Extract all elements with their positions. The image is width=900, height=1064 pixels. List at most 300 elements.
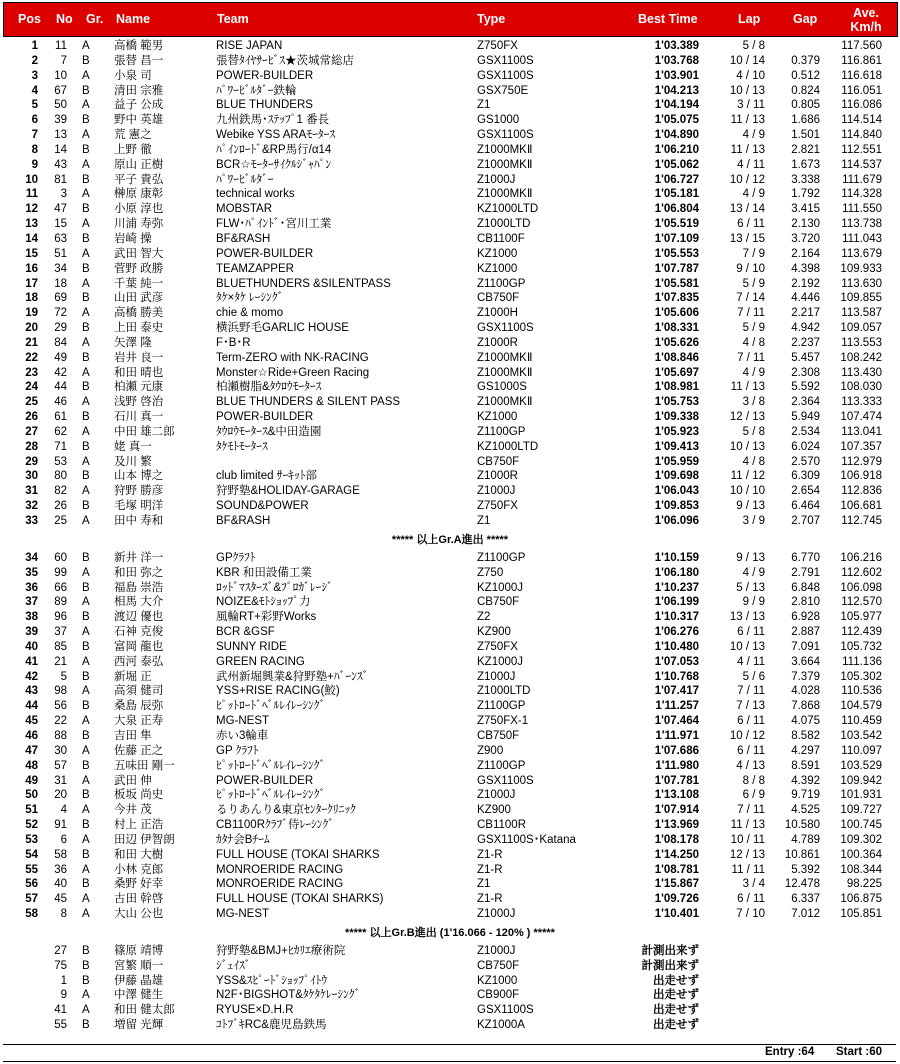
cell-pos: 3 [31,69,38,82]
cell-type: CB750F [477,292,520,305]
cell-name: 佐藤 正之 [114,744,164,757]
cell-ave: 109.855 [840,292,882,305]
cell-lap: 12 / 13 [729,848,765,861]
cell-best: 1'08.846 [654,351,699,364]
cell-name: 板坂 尚史 [114,789,164,802]
cell-name: 山田 武彦 [114,292,164,305]
table-row [0,892,900,907]
cell-type: KZ1000 [477,262,518,275]
cell-gap: 6.770 [791,551,820,564]
cell-no: 81 [54,173,67,186]
cell-ave: 114.537 [841,158,882,171]
cell-gap: 2.821 [791,143,820,156]
cell-pos: 33 [25,515,38,527]
cell-pos: 58 [25,908,38,921]
cell-no: 42 [54,366,67,379]
table-row [0,803,900,818]
cell-lap: 11 / 11 [731,863,765,876]
cell-lap: 7 / 13 [736,700,765,713]
cell-gr: B [82,203,90,216]
table-row [0,440,900,455]
cell-lap: 6 / 11 [737,715,765,728]
cell-gap: 5.457 [791,351,820,364]
cell-ave: 112.979 [841,455,882,468]
cell-team: POWER-BUILDER [216,247,314,260]
cell-name: 柏瀬 元康 [114,381,164,394]
cell-gr: B [82,819,90,832]
table-row [0,959,900,974]
group-separator: ***** 以上Gr.A進出 ***** [391,533,509,546]
cell-team: POWER-BUILDER [216,774,314,787]
cell-type: CB750F [477,959,520,972]
cell-name: 矢澤 隆 [114,336,152,349]
cell-lap: 3 / 8 [742,396,765,409]
cell-team: BLUE THUNDERS [216,99,313,112]
cell-lap: 5 / 9 [742,277,765,290]
results-table-body [0,39,900,1033]
cell-gap: 2.810 [791,596,820,609]
cell-best: 出走せず [653,1004,699,1017]
cell-best: 1'13.969 [654,819,699,832]
cell-gr: A [82,396,90,409]
cell-lap: 7 / 9 [742,247,765,260]
cell-lap: 7 / 11 [737,351,765,364]
cell-type: GSX1100S [477,774,534,787]
cell-name: 小林 克郎 [114,863,164,876]
cell-pos: 28 [25,440,38,453]
footer-divider [3,1044,896,1045]
cell-no: 7 [60,54,67,67]
cell-lap: 4 / 9 [742,129,765,142]
header-name: Name [116,12,151,26]
cell-pos: 47 [25,744,38,757]
cell-no: 66 [54,581,67,594]
cell-lap: 3 / 4 [742,878,765,891]
cell-type: KZ1000 [477,411,518,424]
cell-type: CB1100R [477,819,527,832]
cell-name: 伊藤 晶雄 [114,974,164,987]
cell-lap: 6 / 11 [737,893,765,906]
cell-team: BCR☆ﾓｰﾀｰｻｲｸﾙｼﾞｬﾊﾟﾝ [216,158,332,171]
cell-best: 1'06.199 [654,596,699,609]
cell-type: Z1000R [477,470,518,483]
cell-team: chie & momo [216,307,284,320]
cell-gr: A [82,336,90,349]
cell-name: 今井 茂 [114,804,152,817]
cell-name: 中田 雄二郎 [114,425,175,438]
cell-best: 1'04.890 [654,129,699,142]
cell-ave: 112.439 [841,626,882,639]
cell-type: Z750FX [477,500,518,513]
cell-pos: 5 [31,99,38,112]
cell-ave: 114.514 [841,114,882,127]
cell-ave: 108.242 [840,351,882,364]
cell-team: ﾋﾟｯﾄﾛｰﾄﾞﾍﾞﾙﾚｲﾚｰｼﾝｸﾞ [216,700,326,713]
table-row [0,1003,900,1018]
cell-ave: 101.931 [840,789,882,802]
cell-name: 荒 憲之 [114,129,152,142]
header-gr: Gr. [86,12,104,26]
cell-ave: 105.732 [840,640,882,653]
cell-best: 1'07.053 [654,655,699,668]
cell-pos: 1 [31,40,38,52]
cell-name: 及川 繁 [114,455,152,468]
cell-ave: 104.579 [840,700,882,713]
cell-no: 11 [55,40,67,52]
cell-type: KZ900 [477,804,511,817]
cell-gap: 7.012 [791,908,820,921]
cell-ave: 105.302 [840,670,882,683]
cell-best: 1'14.250 [654,848,699,861]
cell-name: 上田 泰史 [114,322,164,335]
table-row [0,277,900,292]
cell-team: SOUND&POWER [216,500,309,513]
cell-gap: 2.570 [791,455,820,468]
table-row [0,1018,900,1033]
cell-gr: A [82,307,90,320]
table-row [0,774,900,789]
cell-best: 1'11.257 [655,700,699,713]
cell-pos: 10 [25,173,38,186]
cell-type: GSX1100S [477,1004,534,1017]
cell-gr: A [82,685,90,698]
cell-name: 石川 真一 [114,411,164,424]
cell-pos: 53 [25,833,38,846]
cell-gr: B [82,640,90,653]
cell-no: 98 [54,685,67,698]
cell-pos: 9 [31,158,38,171]
cell-team: POWER-BUILDER [216,411,314,424]
cell-team: 風輪RT+彩野Works [216,611,317,624]
cell-type: Z1-R [477,893,503,906]
table-row [0,729,900,744]
cell-type: Z1000LTD [477,218,531,231]
table-row [0,833,900,848]
cell-no: 39 [54,114,67,127]
cell-best: 1'11.980 [655,759,699,772]
cell-pos: 11 [25,188,38,201]
cell-name: 福島 崇浩 [114,581,164,594]
cell-type: GS1000 [477,114,520,127]
cell-best: 計測出来ず [641,959,699,972]
table-row [0,699,900,714]
cell-gr: B [82,143,90,156]
cell-lap: 10 / 13 [729,640,765,653]
table-row [0,759,900,774]
cell-pos: 26 [25,411,38,424]
cell-name: 山本 博之 [114,470,164,483]
cell-pos: 41 [25,655,38,668]
cell-no: 18 [54,277,67,290]
cell-gr: B [82,411,90,424]
cell-type: Z750FX [477,640,518,653]
cell-gap: 3.415 [791,203,820,216]
cell-gap: 4.392 [791,774,820,787]
cell-team: BLUE THUNDERS & SILENT PASS [216,396,401,409]
cell-name: 篠原 靖博 [114,944,164,957]
cell-no: 26 [54,500,67,513]
cell-no: 50 [54,99,67,112]
table-row [0,306,900,321]
table-row [0,380,900,395]
cell-pos: 52 [25,819,38,832]
cell-gap: 5.392 [791,863,820,876]
cell-team: RYUSE×D.H.R [216,1004,294,1017]
cell-name: 村上 正浩 [114,819,164,832]
cell-gr: B [82,500,90,513]
cell-gr: B [82,848,90,861]
cell-best: 1'03.901 [654,69,699,82]
cell-name: 五味田 剛一 [114,759,175,772]
table-row [0,84,900,99]
cell-ave: 103.529 [840,759,882,772]
cell-best: 1'06.804 [654,203,699,216]
table-row [0,143,900,158]
cell-best: 1'06.727 [654,173,699,186]
cell-gr: A [82,455,90,468]
cell-ave: 112.836 [841,485,882,498]
cell-no: 80 [54,470,67,483]
cell-ave: 109.933 [840,262,882,275]
cell-no: 29 [54,322,67,335]
cell-team: ｼﾞｪｲｽﾞ [216,959,251,972]
cell-gr: A [82,1004,90,1017]
cell-team: ﾋﾟｯﾄﾛｰﾄﾞﾍﾞﾙﾚｲﾚｰｼﾝｸﾞ [216,759,326,772]
cell-best: 1'04.194 [654,99,699,112]
cell-type: GSX1100S [477,54,534,67]
cell-name: 相馬 大介 [114,596,164,609]
cell-gr: B [82,262,90,275]
cell-lap: 6 / 11 [737,744,765,757]
cell-gr: B [82,440,90,453]
cell-best: 1'06.180 [654,566,699,579]
cell-no: 4 [60,804,67,817]
table-row [0,366,900,381]
cell-team: Monster☆Ride+Green Racing [216,366,370,379]
group-separator: ***** 以上Gr.B進出 (1'16.066 - 120% ) ***** [345,926,555,939]
cell-name: 中澤 健生 [114,989,164,1002]
cell-no: 62 [54,425,67,438]
cell-type: Z2 [477,611,491,624]
cell-type: Z1000MKⅡ [477,188,533,201]
cell-pos: 35 [25,566,38,579]
cell-best: 1'07.417 [654,685,699,698]
cell-best: 1'05.062 [654,158,699,171]
cell-pos: 15 [25,247,38,260]
cell-lap: 3 / 9 [742,515,765,527]
cell-gap: 4.028 [791,685,820,698]
cell-pos: 48 [25,759,38,772]
cell-no: 25 [54,515,67,527]
table-row [0,232,900,247]
cell-no: 85 [54,640,67,653]
cell-name: 小原 淳也 [114,203,164,216]
cell-team: YSS&ｽﾋﾟｰﾄﾞｼｮｯﾌﾟｲﾄｳ [216,974,328,987]
cell-pos: 16 [25,262,38,275]
cell-lap: 6 / 9 [742,789,765,802]
cell-best: 1'07.781 [654,774,699,787]
cell-type: Z1100GP [477,700,526,713]
cell-no: 69 [54,292,67,305]
cell-gr: A [82,566,90,579]
cell-team: Term-ZERO with NK-RACING [216,351,369,364]
cell-no: 44 [54,381,67,394]
cell-best: 1'09.726 [654,893,699,906]
table-row [0,469,900,484]
cell-no: 47 [54,203,67,216]
cell-pos: 19 [25,307,38,320]
cell-no: 55 [54,1019,67,1032]
cell-ave: 114.840 [841,129,882,142]
cell-no: 63 [54,232,67,245]
cell-gr: B [82,611,90,624]
cell-type: Z1000R [477,336,518,349]
cell-pos: 2 [31,54,38,67]
table-row [0,54,900,69]
cell-gap: 7.868 [791,700,820,713]
cell-ave: 98.225 [846,878,882,891]
table-row [0,625,900,640]
cell-type: Z1000J [477,789,516,802]
cell-type: KZ1000 [477,974,518,987]
cell-team: ﾊﾟｲﾝﾛｰﾄﾞ&RP馬行/α14 [216,143,332,156]
table-row [0,128,900,143]
cell-best: 1'05.581 [654,277,699,290]
cell-best: 1'04.213 [654,84,699,97]
cell-lap: 10 / 13 [729,440,765,453]
cell-gap: 8.582 [791,729,820,742]
cell-gap: 2.707 [791,515,820,527]
cell-team: MG-NEST [216,715,270,728]
cell-team: ﾛｯﾄﾞﾏｽﾀｰｽﾞ&ﾌﾟﾛｶﾞﾚｰｼﾞ [216,581,333,594]
cell-type: GSX1100S･Katana [477,833,576,846]
cell-type: Z1100GP [477,551,526,564]
cell-type: KZ1000LTD [477,440,539,453]
cell-lap: 11 / 12 [730,470,765,483]
cell-gap: 2.130 [791,218,820,231]
cell-gap: 2.308 [791,366,820,379]
cell-no: 20 [54,789,67,802]
cell-team: BF&RASH [216,232,271,245]
cell-gap: 2.164 [791,247,820,260]
cell-gr: B [82,292,90,305]
table-row [0,217,900,232]
cell-no: 10 [54,69,67,82]
cell-gr: A [82,277,90,290]
cell-gr: A [82,908,90,921]
cell-gr: B [82,551,90,564]
cell-gap: 1.792 [791,188,820,201]
cell-gr: B [82,381,90,394]
cell-team: MOBSTAR [216,203,273,216]
cell-team: るりあんり&東京ｾﾝﾀｰｸﾘﾆｯｸ [216,804,356,817]
table-row [0,499,900,514]
cell-gr: B [82,878,90,891]
cell-type: Z1100GP [477,277,526,290]
cell-pos: 21 [25,336,38,349]
cell-gr: B [82,322,90,335]
cell-pos: 56 [25,878,38,891]
cell-name: 新堀 正 [114,670,152,683]
cell-gap: 3.664 [791,655,820,668]
cell-best: 1'05.181 [654,188,699,201]
cell-lap: 4 / 9 [742,366,765,379]
cell-no: 53 [54,455,67,468]
cell-gr: A [82,485,90,498]
cell-best: 1'08.981 [654,381,699,394]
cell-name: 桑島 辰弥 [114,700,164,713]
cell-name: 岩崎 操 [114,232,152,245]
header-best-time: Best Time [638,12,698,26]
cell-ave: 110.536 [841,685,882,698]
table-row [0,202,900,217]
cell-best: 1'13.108 [654,789,699,802]
cell-pos: 51 [25,804,38,817]
cell-lap: 10 / 13 [729,84,765,97]
cell-type: GSX1100S [477,69,534,82]
cell-name: 姥 真一 [114,440,152,453]
table-row [0,640,900,655]
cell-pos: 7 [31,129,38,142]
cell-lap: 5 / 8 [742,425,765,438]
cell-name: 益子 公成 [114,99,164,112]
table-row [0,455,900,470]
cell-ave: 114.328 [841,188,882,201]
table-row [0,395,900,410]
cell-best: 1'05.606 [654,307,699,320]
cell-lap: 10 / 12 [729,729,765,742]
table-row [0,98,900,113]
cell-lap: 7 / 14 [736,292,765,305]
cell-ave: 111.550 [842,203,882,216]
cell-pos: 25 [25,396,38,409]
cell-team: ｶﾀﾅ会Bﾁｰﾑ [216,833,270,846]
cell-type: Z1000MKⅡ [477,366,533,379]
cell-lap: 5 / 9 [742,322,765,335]
cell-ave: 117.560 [841,40,882,52]
cell-gr: A [82,863,90,876]
cell-gr: B [82,959,90,972]
cell-lap: 9 / 13 [736,551,765,564]
cell-pos: 23 [25,366,38,379]
cell-pos: 44 [25,700,38,713]
cell-best: 出走せず [653,1019,699,1032]
cell-lap: 12 / 13 [729,411,765,424]
cell-gr: A [82,893,90,906]
cell-no: 67 [54,84,67,97]
cell-best: 出走せず [653,989,699,1002]
cell-name: 古田 幹啓 [114,893,164,906]
cell-gap: 2.217 [791,307,820,320]
cell-gap: 1.501 [791,129,820,142]
cell-lap: 11 / 13 [730,381,765,394]
table-row [0,818,900,833]
cell-gap: 3.720 [791,232,820,245]
cell-type: Z750FX-1 [477,715,529,728]
cell-pos: 55 [25,863,38,876]
cell-ave: 100.364 [840,848,882,861]
table-row [0,877,900,892]
cell-type: Z1000MKⅡ [477,158,533,171]
cell-team: F･B･R [216,336,251,349]
cell-gap: 5.949 [791,411,820,424]
cell-no: 46 [54,396,67,409]
cell-team: BLUETHUNDERS &SILENTPASS [216,277,391,290]
cell-gap: 2.237 [791,336,820,349]
cell-lap: 10 / 10 [729,485,765,498]
cell-name: 菅野 政勝 [114,262,164,275]
cell-lap: 7 / 10 [736,908,765,921]
